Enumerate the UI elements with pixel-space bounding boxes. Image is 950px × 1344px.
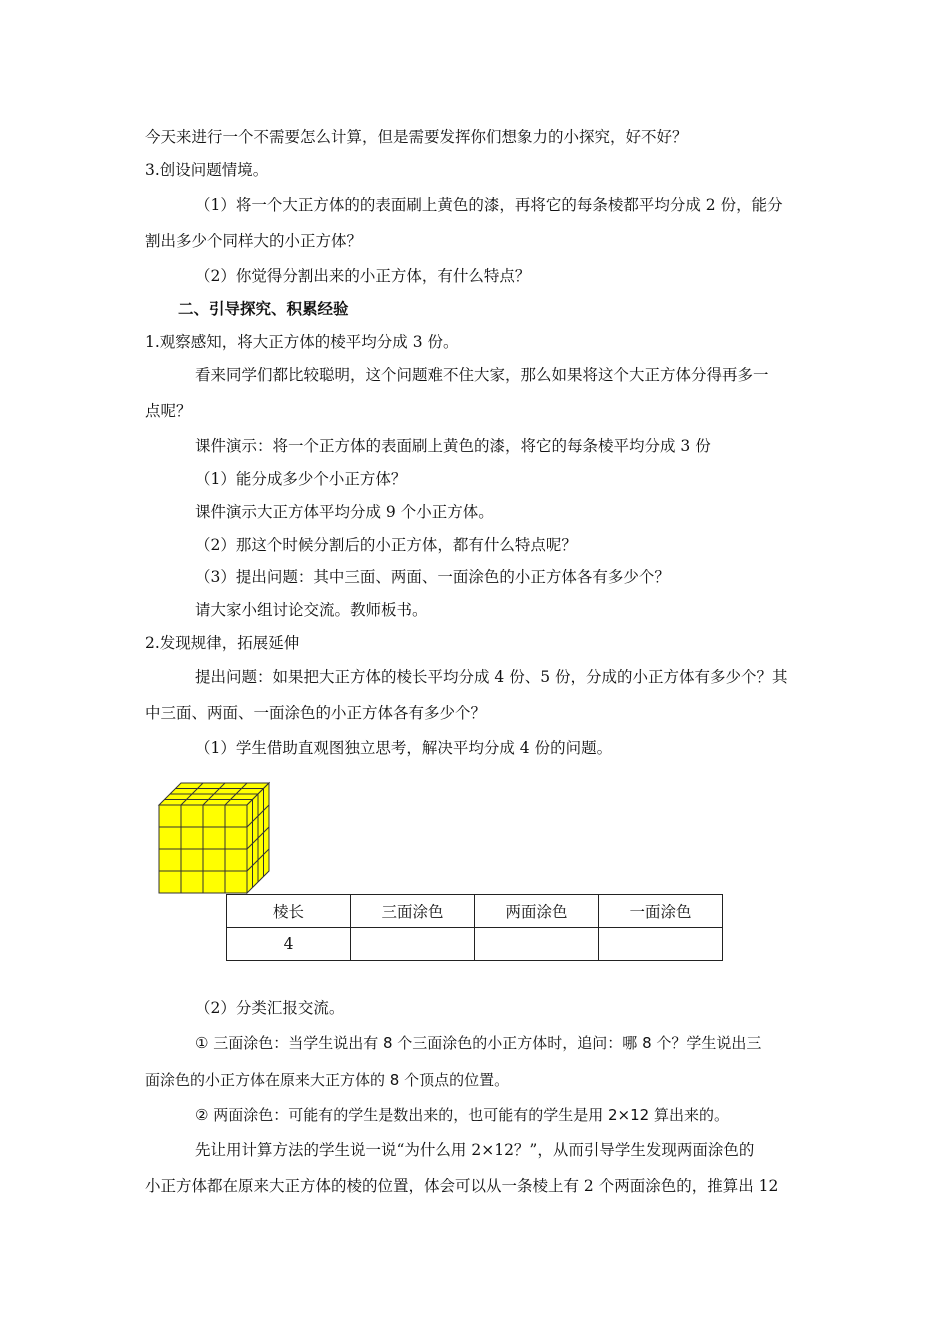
text-line: 小正方体都在原来大正方体的棱的位置，体会可以从一条棱上有 2 个两面涂色的，推算出 12 bbox=[145, 1177, 779, 1195]
section-heading-2: 二、引导探究、积累经验 bbox=[178, 300, 349, 318]
table-row bbox=[227, 928, 723, 961]
table-header-cell: 两面涂色 bbox=[475, 895, 599, 928]
table-header-row bbox=[227, 895, 723, 928]
text-line: （1）学生借助直观图独立思考，解决平均分成 4 份的问题。 bbox=[195, 739, 613, 757]
text-line: 今天来进行一个不需要怎么计算，但是需要发挥你们想象力的小探究，好不好？ bbox=[145, 128, 688, 146]
cube-figure bbox=[155, 775, 270, 895]
text-line: 面涂色的小正方体在原来大正方体的 8 个顶点的位置。 bbox=[145, 1071, 510, 1089]
table-cell bbox=[351, 928, 475, 961]
text-line: ② 两面涂色：可能有的学生是数出来的，也可能有的学生是用 2×12 算出来的。 bbox=[195, 1106, 729, 1124]
table-header-cell: 棱长 bbox=[227, 895, 351, 928]
text-line: （2）你觉得分割出来的小正方体，有什么特点？ bbox=[195, 267, 531, 285]
text-line: （2）分类汇报交流。 bbox=[195, 999, 345, 1017]
text-line: 点呢？ bbox=[145, 402, 192, 420]
text-line: （1）能分成多少个小正方体？ bbox=[195, 470, 407, 488]
table-header-cell: 一面涂色 bbox=[599, 895, 723, 928]
subsection-heading: 1.观察感知，将大正方体的棱平均分成 3 份。 bbox=[145, 333, 459, 351]
text-line: （3）提出问题：其中三面、两面、一面涂色的小正方体各有多少个？ bbox=[195, 568, 670, 586]
table-cell bbox=[599, 928, 723, 961]
text-line: （2）那这个时候分割后的小正方体，都有什么特点呢？ bbox=[195, 536, 577, 554]
section-heading-3: 3.创设问题情境。 bbox=[145, 161, 269, 179]
text-line: ① 三面涂色：当学生说出有 8 个三面涂色的小正方体时，追问：哪 8 个？学生说出三 bbox=[195, 1034, 762, 1052]
table-cell bbox=[475, 928, 599, 961]
subsection-heading: 2.发现规律，拓展延伸 bbox=[145, 634, 300, 652]
count-table bbox=[226, 894, 723, 961]
table-header-cell: 三面涂色 bbox=[351, 895, 475, 928]
text-line: 看来同学们都比较聪明，这个问题难不住大家，那么如果将这个大正方体分得再多一 bbox=[195, 366, 769, 384]
text-line: 课件演示：将一个正方体的表面刷上黄色的漆，将它的每条棱平均分成 3 份 bbox=[195, 437, 711, 455]
text-line: 中三面、两面、一面涂色的小正方体各有多少个？ bbox=[145, 704, 487, 722]
text-line: 割出多少个同样大的小正方体？ bbox=[145, 232, 363, 250]
text-line: （1）将一个大正方体的的表面刷上黄色的漆，再将它的每条棱都平均分成 2 份，能分 bbox=[195, 196, 783, 214]
text-line: 课件演示大正方体平均分成 9 个小正方体。 bbox=[195, 503, 494, 521]
text-line: 请大家小组讨论交流。教师板书。 bbox=[195, 601, 428, 619]
text-line: 提出问题：如果把大正方体的棱长平均分成 4 份、5 份，分成的小正方体有多少个？其 bbox=[195, 668, 788, 686]
text-line: 先让用计算方法的学生说一说“为什么用 2×12？”，从而引导学生发现两面涂色的 bbox=[195, 1141, 755, 1159]
table-cell: 4 bbox=[227, 928, 351, 961]
